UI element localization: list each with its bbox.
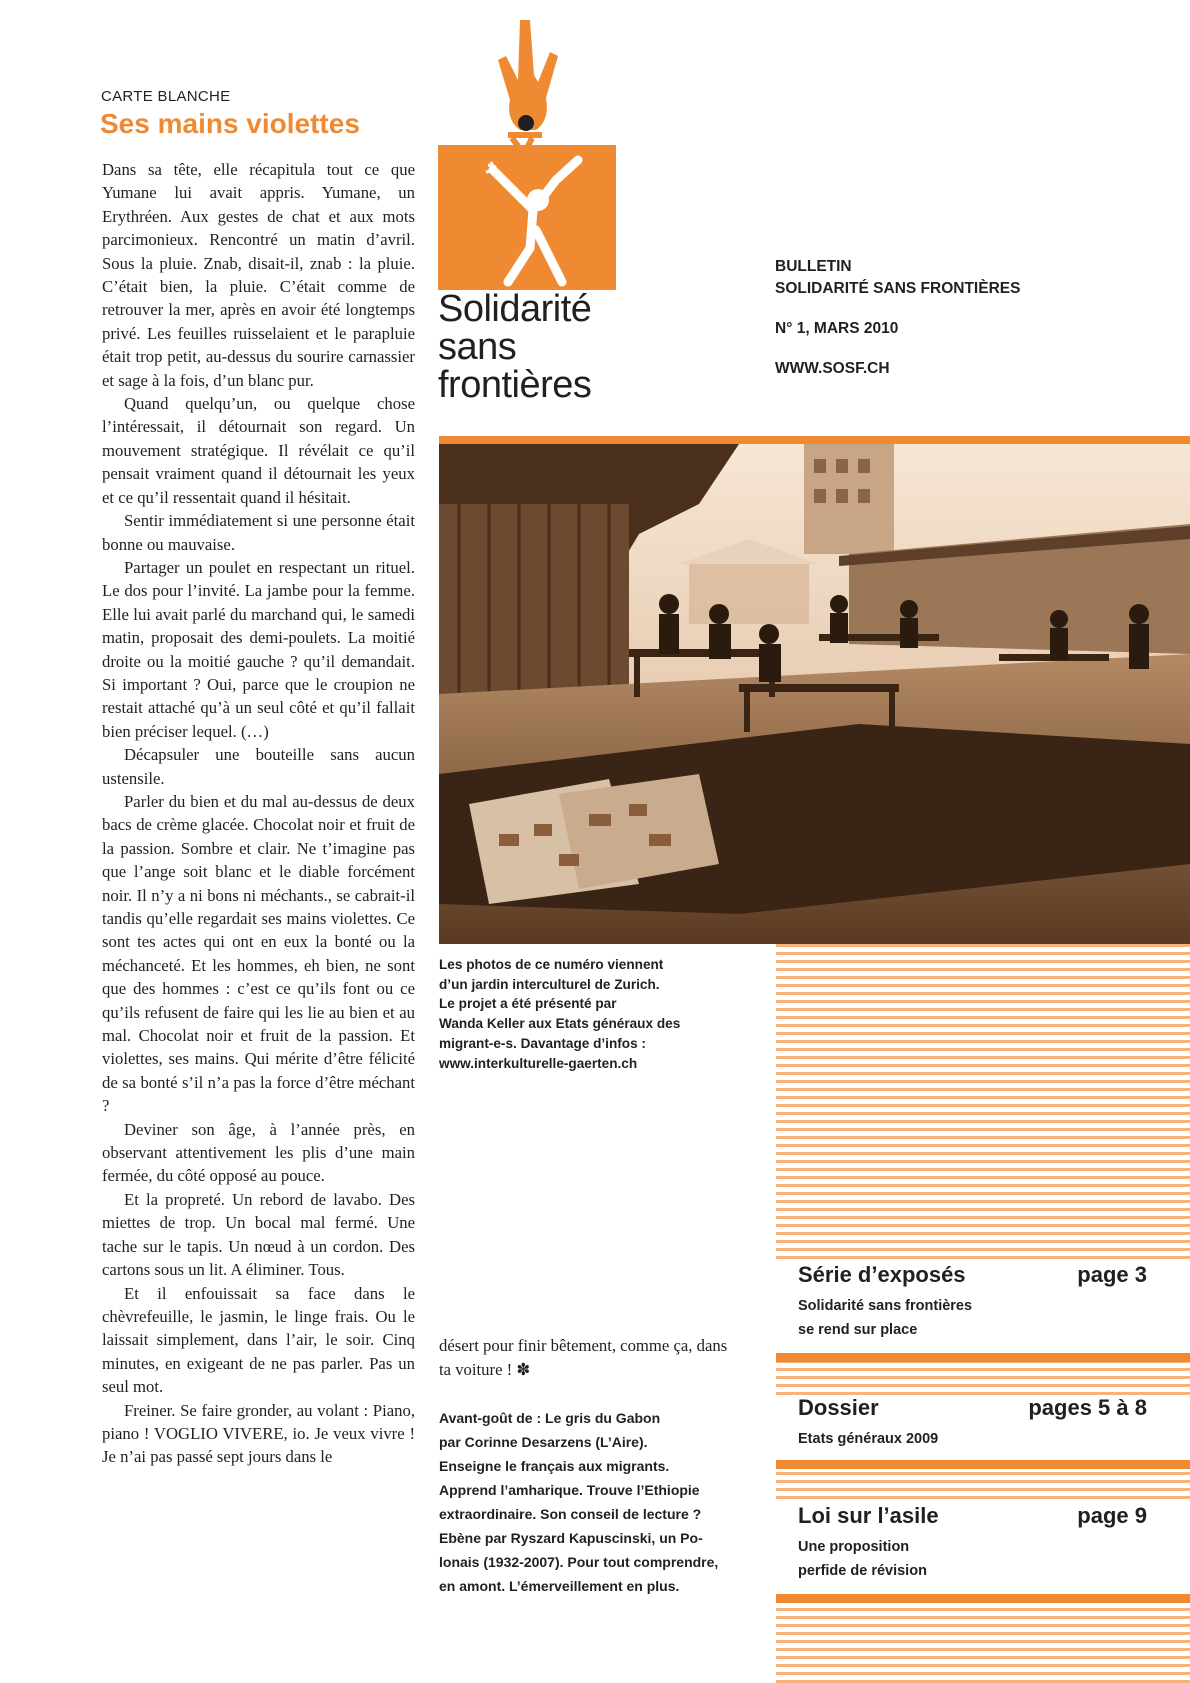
section-kicker: CARTE BLANCHE (101, 88, 231, 105)
toc-subtitle: Etats généraux 2009 (798, 1431, 939, 1447)
photo-caption (439, 955, 739, 1073)
toc-title: Dossier (798, 1395, 879, 1420)
logo-figure-icon (438, 20, 618, 290)
article-paragraph: Et la propreté. Un rebord de lavabo. Des miettes de trop. Un bocal mal fermé. Une tache sur le tapis. Un nœud à un cordon. Des cartons sous un lit. A éliminer. Tous. (102, 1189, 415, 1280)
book-note-line: lonais (1932-2007). Pour tout comprendre, (439, 1554, 719, 1570)
article-paragraph: Décapsuler une bouteille sans aucun ustensile. (102, 745, 415, 788)
article-paragraph: Dans sa tête, elle récapitula tout ce que Yumane lui avait appris. Yumane, un Erythréen. Aux gestes de chat et aux mots parcimonieux. Rencontré un matin d’avril. Sous la pluie. Znab, disait-il, znab : la pluie. C’était bien, la pluie. C’était comme de retrouver la mer, après en avoir été longtemps privé. Les feuilles ruisselaient et le parapluie était trop petit, au-dessus du sourire carnassier et sage à la fois, d’un blanc pur. (102, 160, 415, 390)
book-note-line: par Corinne Desarzens (L’Aire). (439, 1434, 648, 1450)
toc-subtitle: Une proposition (798, 1539, 910, 1555)
toc-rule (776, 1594, 1190, 1603)
logo-line: sans (438, 326, 517, 368)
caption-link[interactable]: www.interkulturelle-gaerten.ch (439, 1055, 638, 1071)
photo-top-rule (439, 436, 1190, 444)
bulletin-org: SOLIDARITÉ SANS FRONTIÈRES (775, 280, 1021, 297)
book-note-line: Apprend l’amharique. Trouve l’Ethiopie (439, 1482, 700, 1498)
toc-item-series[interactable] (776, 1262, 1190, 1362)
book-note-line: en amont. L’émerveillement en plus. (439, 1578, 680, 1594)
bulletin-label: BULLETIN (775, 258, 852, 275)
article-paragraph: Deviner son âge, à l’année près, en observant attentivement les plis d’une main fermée, du côté opposé au pouce. (102, 1119, 415, 1186)
bulletin-website[interactable]: WWW.SOSF.CH (775, 360, 890, 377)
logo-wordmark (438, 290, 591, 404)
article-paragraph: Quand quelqu’un, ou quelque chose l’intéressait, il détournait son regard. Un mouvement stratégique. Il révélait ce qu’il pensait vraiment quand il détournait les yeux et ce qu’il ressentait quand il hésitait. (102, 394, 415, 507)
article-paragraph: Sentir immédiatement si une personne était bonne ou mauvaise. (102, 511, 415, 554)
article-paragraph: Et il enfouissait sa face dans le chèvrefeuille, le jasmin, le linge frais. Ou le laissait simplement, dans l’air, le soir. Cinq minutes, en exigeant de ne pas parler. Pas un seul mot. (102, 1283, 415, 1397)
toc-item-asylum-law[interactable] (776, 1503, 1190, 1603)
toc-page: page 9 (1077, 1503, 1147, 1528)
caption-line: Les photos de ce numéro viennent (439, 957, 664, 972)
toc-subtitle: perfide de révision (798, 1563, 927, 1579)
caption-line: Le projet a été présenté par (439, 996, 617, 1012)
article-continuation (439, 1334, 757, 1382)
toc-item-dossier[interactable] (776, 1395, 1190, 1469)
article-paragraph: Parler du bien et du mal au-dessus de deux bacs de crème glacée. Chocolat noir et fruit de la passion. Sombre et clair. Ne t’imagine pas que l’ange soit blanc et le diable forcément noir. Il n’y a ni bons ni méchants., se cabrait-il tandis qu’elle regardait ses mains violettes. Ce sont tes actes qui ont en eux la bonté ou la méchanceté. Et les hommes, eh bien, ne sont que des hommes : c’est ce qu’ils font ou ce qu’ils refusent de faire qui les lie au bien et au mal. Chocolat noir et fruit de la passion. Et violettes, ses mains. Qui mérite d’être félicité de sa bonté s’il n’a pas la force d’être méchant ? (102, 791, 415, 1116)
article-paragraph: Partager un poulet en respectant un rituel. Le dos pour l’invité. La jambe pour la femme. Elle lui avait parlé du marchand qui, le samedi matin, proposait des demi-poulets. La moitié droite ou la moitié gauche ? qu’il demandait. Si important ? Oui, parce que le croupion ne restait attaché qu’à un seul côté et qu’il fallait bien préciser lequel. (…) (102, 557, 415, 741)
bulletin-info (775, 256, 1020, 380)
book-note (439, 1406, 757, 1598)
continuation-line: ta voiture ! ✽ (439, 1360, 531, 1379)
bulletin-issue: N° 1, MARS 2010 (775, 320, 899, 337)
toc-subtitle: se rend sur place (798, 1322, 918, 1338)
toc-title: Série d’exposés (798, 1262, 966, 1287)
book-note-line: Avant-goût de : Le gris du Gabon (439, 1410, 661, 1426)
toc-page: page 3 (1077, 1262, 1147, 1287)
toc-subtitle: Solidarité sans frontières (798, 1298, 973, 1314)
garden-photo (439, 444, 1190, 944)
toc-rule (776, 1460, 1190, 1469)
toc-page: pages 5 à 8 (1028, 1395, 1147, 1420)
toc-title: Loi sur l’asile (798, 1503, 939, 1528)
book-note-line: Ebène par Ryszard Kapuscinski, un Po- (439, 1530, 703, 1546)
book-note-line: Enseigne le français aux migrants. (439, 1458, 670, 1474)
article-title: Ses mains violettes (100, 108, 360, 139)
article-paragraph: Freiner. Se faire gronder, au volant : Piano, piano ! VOGLIO VIVERE, io. Je veux vivre ! Je n’ai pas passé sept jours dans le (102, 1400, 415, 1467)
logo-line: frontières (438, 364, 592, 406)
caption-line: Wanda Keller aux Etats généraux des (439, 1016, 681, 1032)
logo-line: Solidarité (438, 288, 592, 330)
caption-line: migrant-e-s. Davantage d’infos : (439, 1035, 646, 1051)
article-body (102, 158, 415, 1469)
caption-line: d’un jardin interculturel de Zurich. (439, 976, 660, 992)
toc-rule (776, 1353, 1190, 1362)
book-note-line: extraordinaire. Son conseil de lecture ? (439, 1506, 702, 1522)
continuation-line: désert pour finir bêtement, comme ça, dans (439, 1336, 728, 1355)
